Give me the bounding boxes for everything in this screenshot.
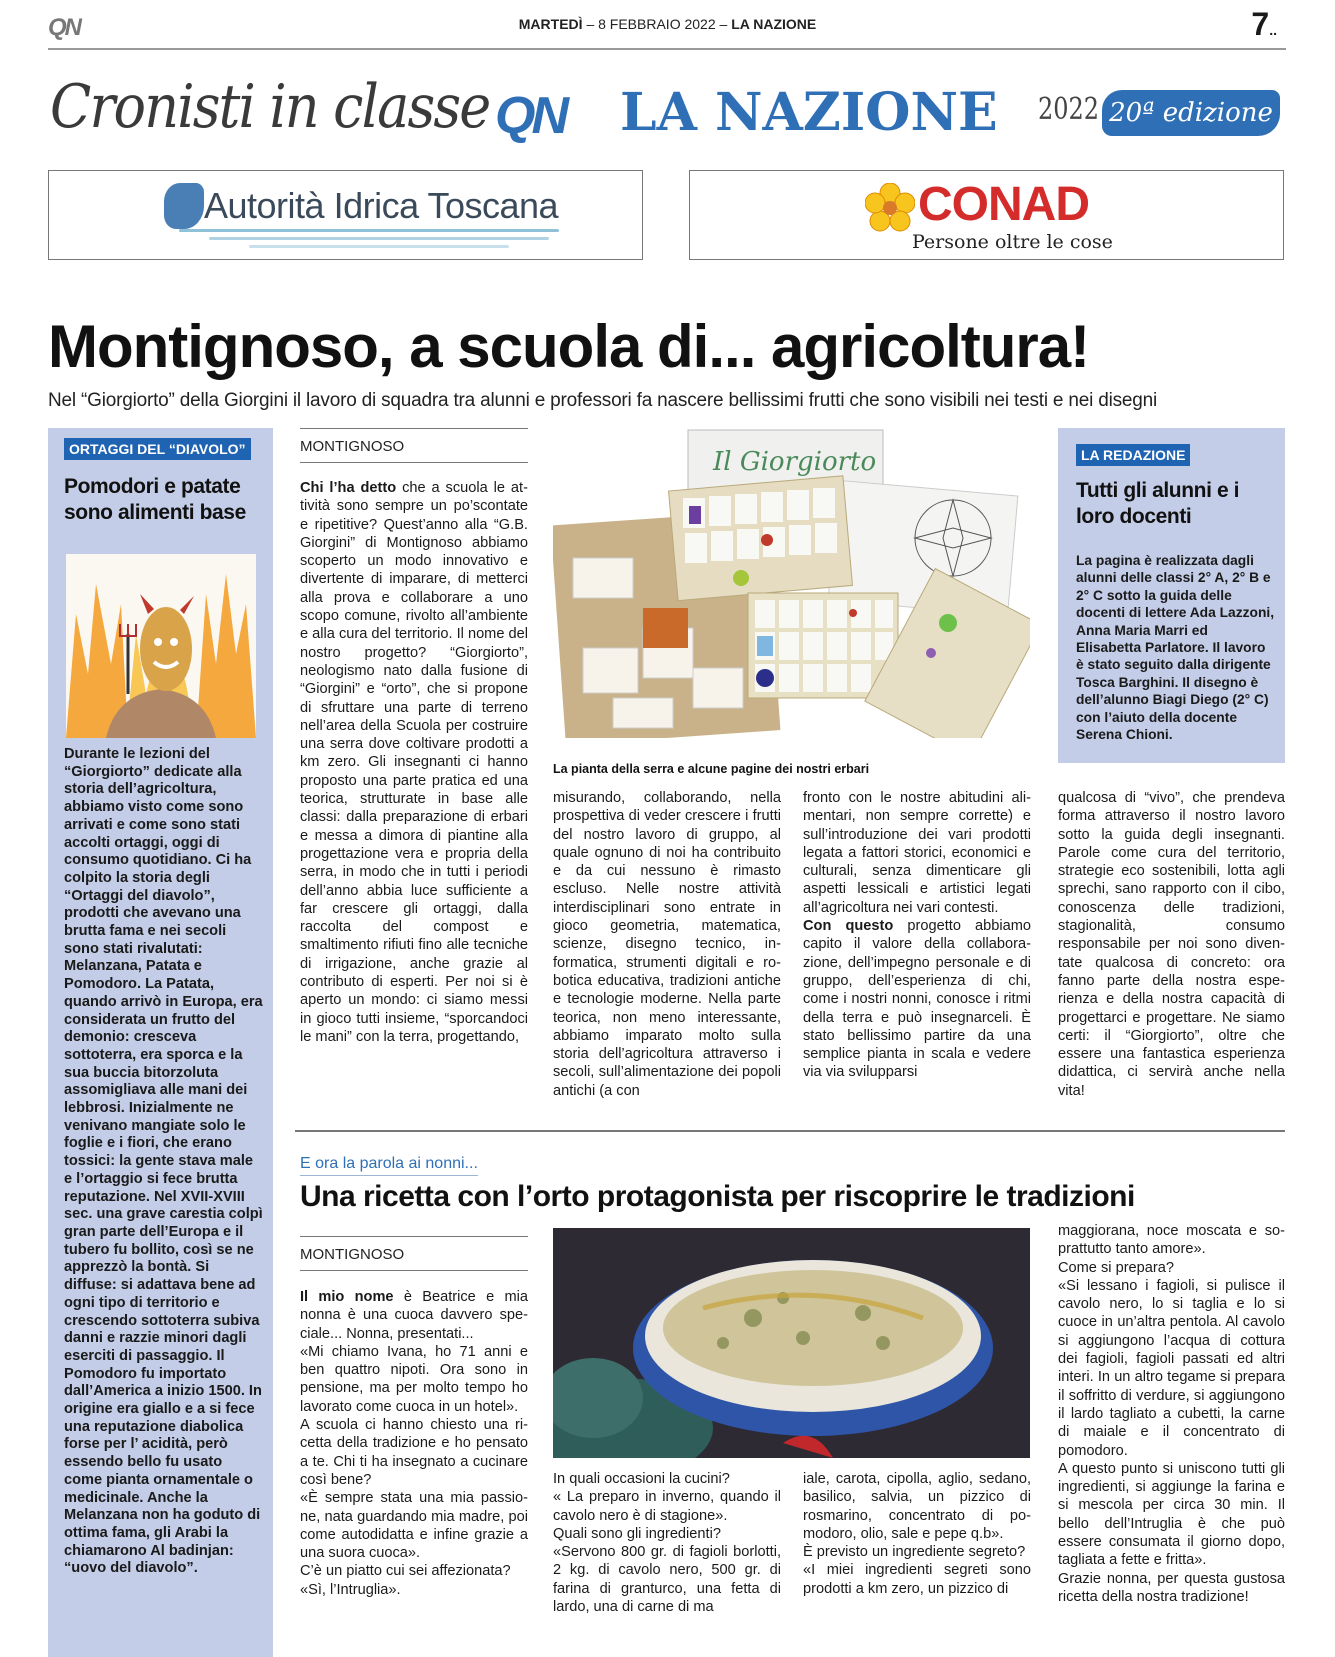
dateline-rule xyxy=(300,1236,528,1237)
article-column-4: qualcosa di “vivo”, che prendeva forma attraverso il nostro lavoro sotto la guida degli insegnanti. Parole come cura del territorio, strategie eco sostenibili, lotta agli sprechi, sano rapporto con il cibo, conoscenza delle tradizioni, stagionalità, consumo responsabile per noi sono diventate qualcosa di concreto: ora fanno parte della nostra esperienza e della nostra capacità di progettarci e progettare. Ne siamo certi: il “Giorgiorto”, oltre che essere una fantastica esperienza didattica, ci servirà anche nella vita! xyxy=(1058,790,1285,1099)
banner-year: 2022 xyxy=(1038,92,1100,127)
sidebar-title: Pomodori e patate sono alimenti base xyxy=(64,475,246,524)
erbari-collage xyxy=(553,428,1030,738)
page-number-value: 7 xyxy=(1251,6,1270,42)
article-column-3 xyxy=(803,789,1031,1082)
top-rule xyxy=(48,48,1286,50)
section-rule xyxy=(295,1130,1285,1132)
sidebar-lead: Durante l xyxy=(64,746,128,762)
redazione-lead: La pagina xyxy=(1076,553,1141,568)
sidebar-redazione xyxy=(1058,428,1285,763)
sidebar-kicker: ORTAGGI DEL “DIAVOLO” xyxy=(64,438,251,460)
edition-badge: 20ª edizione xyxy=(1102,90,1280,136)
main-headline: Montignoso, a scuola di... agricoltura! xyxy=(48,313,1090,380)
tuscany-map-icon xyxy=(164,183,204,229)
qn-mini-logo: QN xyxy=(48,14,80,41)
redazione-title: Tutti gli alunni e i loro docenti xyxy=(1076,479,1240,528)
folio-line xyxy=(0,16,1335,32)
conad-tagline: Persone oltre le cose xyxy=(912,231,1113,253)
folio-day: MARTEDÌ xyxy=(518,16,583,32)
photo-sign: Il Giorgiorto xyxy=(713,447,877,477)
qn-logo: QN xyxy=(495,87,565,145)
dateline: MONTIGNOSO xyxy=(300,438,405,455)
page-number xyxy=(1251,6,1277,43)
sponsor-conad xyxy=(689,170,1284,260)
recipe-kicker: E ora la parola ai nonni... xyxy=(300,1155,478,1176)
folio-date: – 8 FEBBRAIO 2022 – xyxy=(586,16,728,32)
wave-icon xyxy=(179,229,559,232)
sponsor-ait xyxy=(48,170,643,260)
article-text-3b: progetto abbiamo capito il valore della collaborazione, dell’impegno personale e di gruppo, dell’esperienza di chi, come i nostri nonni, conosce i ritmi della terra e può insegnarceli. È stato bellissimo partire da una semplice pianta in scala e vedere via via svilupparsi xyxy=(803,918,1032,1081)
sidebar-body xyxy=(64,746,264,1578)
sidebar-text: e lezioni del “Giorgiorto” dedicate alla storia dell’agricoltura, abbiamo visto come sono arrivati e come sono stati accolti ortaggi, oggi di consumo quotidiano. Ci ha colpito la storia degli “Ortaggi del diavolo”, prodotti che avevano una brutta fama e nei secoli sono stati rivalutati: Melanzana, Patata e Pomodoro. La Patata, quando arrivò in Europa, era considerata un frutto del demonio: cresceva sottoterra, era sporca e la sua buccia bitorzoluta assomigliava alle mani dei lebbrosi. Inizialmente ne venivano mangiate solo le foglie e i fiori, che erano tossici: la gente stava male e l’ortaggio si fece brutta reputazione. Nel XVII-XVIII sec. una grave carestia colpì gran parte dell’Europa e il tubero fu bollito, così se ne apprezzò la bontà. Si diffuse: si adattava bene ad ogni tipo di territorio e crescendo sottoterra subiva danni e razzie minori dagli eserciti di passaggio. Il Pomodoro fu importato dall’America a inizio 1500. In origine era giallo e a si fece una reputazione diabolica forse per l’ acidità, però essendo bello fu usato come pianta ornamentale o medicinale. Anche la Melanzana non ha goduto di ottima fama, gli Arabi la chiamarono Al badinjan: “uovo del diavolo”. xyxy=(64,746,263,1577)
redazione-text: è realizzata dagli alunni delle classi 2° A, 2° B e 2° C sotto la guida delle docenti di lettere Ada Lazzoni, Anna Maria Marri ed Elisabetta Parlatore. Il lavoro è stato seguito dalla dirigente Tosca Barghini. Il disegno è dell’alunno Biagi Diego (2° C) con l’aiuto della docente Serena Chioni. xyxy=(1076,553,1275,743)
recipe-column-4: maggiorana, noce moscata e soprattutto tanto amore». Come si prepara? «Si lessano i fagioli, si pulisce il cavolo nero, lo si taglia e lo si cuoce in un’altra pentola. Al cavolo si aggiungono l’acqua di cottura dei fagioli, fagioli passati ed altri interi. In un altro tegame si prepara il soffritto di verdure, si aggiungono il lardo tagliato a cubetti, la carne di maiale e il concentrato di pomodoro. A questo punto si uniscono tutti gli ingredienti, si aggiunge la farina e si mescola per circa 30 min. Il bello dell’Intruglia è che può essere consumata il giorno dopo, tagliata a fette e fritta». Grazie nonna, per questa gustosa ricetta della nostra tradizione! xyxy=(1058,1223,1285,1605)
cronisti-title: Cronisti in classe xyxy=(50,72,490,142)
article-text-3a: fronto con le nostre abitudini alimentari, non sempre corrette) e sull’introduzione dei vari prodotti legata a fattori storici, economici e culturali, senza dimenticare gli aspetti lessicali e artistici legati all’agricoltura nei vari contesti. xyxy=(803,790,1031,916)
article-text-1: che a scuola le attività sono sempre un po’scontate e ripetitive? Quest’anno alla “G.B. Giorgini” di Montignoso abbiamo scoperto un modo innovativo e divertente di imparare, di metterci alla prova e collaborare a uno scopo comune, rivolto all’ambiente e alla cura del territorio. Il nome del nostro progetto? “Giorgiorto”, neologismo nato dalla fusione di “Giorgini” e “orto”, che si propone di sfruttare una parte di terreno nell’area della Scuola per costruire una serra dove coltivare prodotti a km zero. Gli insegnanti ci hanno proposto una parte pratica ed una teorica, strutturate in base alle classi: dalla preparazione di erbari e messa a dimora di piantine alla progettazione vera e propria della serra, in modo che in tutti i periodi dell’anno abbia luce sufficiente a far crescere gli ortaggi, dalla raccolta del compost e smaltimento rifiuti fino alle tecniche di irrigazione, anche grazie al contributo di esperti. Per noi si è aperto un mondo: ci siamo messi in gioco tutti insieme, “sporcandoci le mani” con la terra, progettando, xyxy=(300,480,528,1045)
dateline-rule xyxy=(300,428,528,429)
recipe-column-3: iale, carota, cipolla, aglio, sedano, basilico, salvia, un pizzico di rosmarino, concentrato di pomodoro, olio, sale e pepe q.b». È previsto un ingrediente segreto? «I miei ingredienti segreti sono prodotti a km zero, un pizzico di xyxy=(803,1471,1031,1597)
folio-paper: LA NAZIONE xyxy=(731,16,817,32)
main-subheadline: Nel “Giorgiorto” della Giorgini il lavoro di squadra tra alunni e professori fa nascere bellissimi frutti che sono visibili nei testi e nei disegni xyxy=(48,390,1158,411)
recipe-dateline: MONTIGNOSO xyxy=(300,1246,405,1263)
page-number-suffix: .. xyxy=(1269,22,1277,38)
article-lead: Chi l’ha detto xyxy=(300,480,397,496)
photo-caption: La pianta della serra e alcune pagine dei nostri erbari xyxy=(553,762,870,776)
article-column-1 xyxy=(300,479,528,1046)
la-nazione-logo: LA NAZIONE xyxy=(620,82,998,143)
intruglia-photo xyxy=(553,1228,1030,1458)
recipe-lead: Il mio nome xyxy=(300,1289,394,1305)
article-column-2: misurando, collaborando, nella prospettiva di veder crescere i frutti del nostro lavoro di gruppo, al quale ognuno di noi ha contribuito e da cui nessuno è rimasto escluso. Nelle nostre attività interdisciplinari sono entrate in gioco geometria, matematica, scienze, disegno tecnico, informatica, strumenti digitali e robotica educativa, tradizioni antiche e tecnologie moderne. Nella parte teorica, non meno interessante, abbiamo imparato molto sulla storia dell’agricoltura attraverso i secoli, sull’alimentazione dei popoli antichi (a con xyxy=(553,790,781,1099)
recipe-column-1 xyxy=(300,1288,528,1599)
redazione-kicker: LA REDAZIONE xyxy=(1076,444,1190,466)
dateline-rule xyxy=(300,1270,528,1271)
intruglia-dish xyxy=(553,1228,1030,1458)
redazione-body xyxy=(1076,552,1276,743)
recipe-column-2: In quali occasioni la cucini? « La preparo in inverno, quando il cavolo nero è di stagione». Quali sono gli ingredienti? «Servono 800 gr. di fagioli borlotti, 2 kg. di cavolo nero, 500 gr. di farina di granturco, una fetta di lardo, una di carne di ma xyxy=(553,1471,781,1616)
wave-icon xyxy=(249,245,509,248)
wave-icon xyxy=(209,237,549,240)
erbari-photo xyxy=(553,428,1030,738)
conad-logo-text: CONAD xyxy=(918,178,1089,231)
article-lead-2: Con questo xyxy=(803,918,894,935)
devil-potato-drawing xyxy=(66,554,256,738)
recipe-text-1: è Beatrice e mia nonna è una cuoca davvero speciale... Nonna, presentati... «Mi chiamo Ivana, ho 71 anni e ben quattro nipoti. Ora sono in pensione, ma per molto tempo ho lavorato come cuoca in un hotel». A scuola ci hanno chiesto una ricetta della tradizione e ho pensato a te. Chi ti ha insegnato a cucinare così bene? «È sempre stata una mia passione, nata guardando mia madre, poi come autodidatta e infine grazie a una suora cuoca». C’è un piatto cui sei affezionata? «Sì, l’Intruglia». xyxy=(300,1289,529,1598)
recipe-headline: Una ricetta con l’orto protagonista per riscoprire le tradizioni xyxy=(300,1180,1135,1213)
ait-logo-text: Autorità Idrica Toscana xyxy=(204,185,559,226)
dateline-rule xyxy=(300,462,528,463)
conad-flower-icon xyxy=(865,183,915,233)
sidebar-ortaggi xyxy=(48,428,273,1657)
